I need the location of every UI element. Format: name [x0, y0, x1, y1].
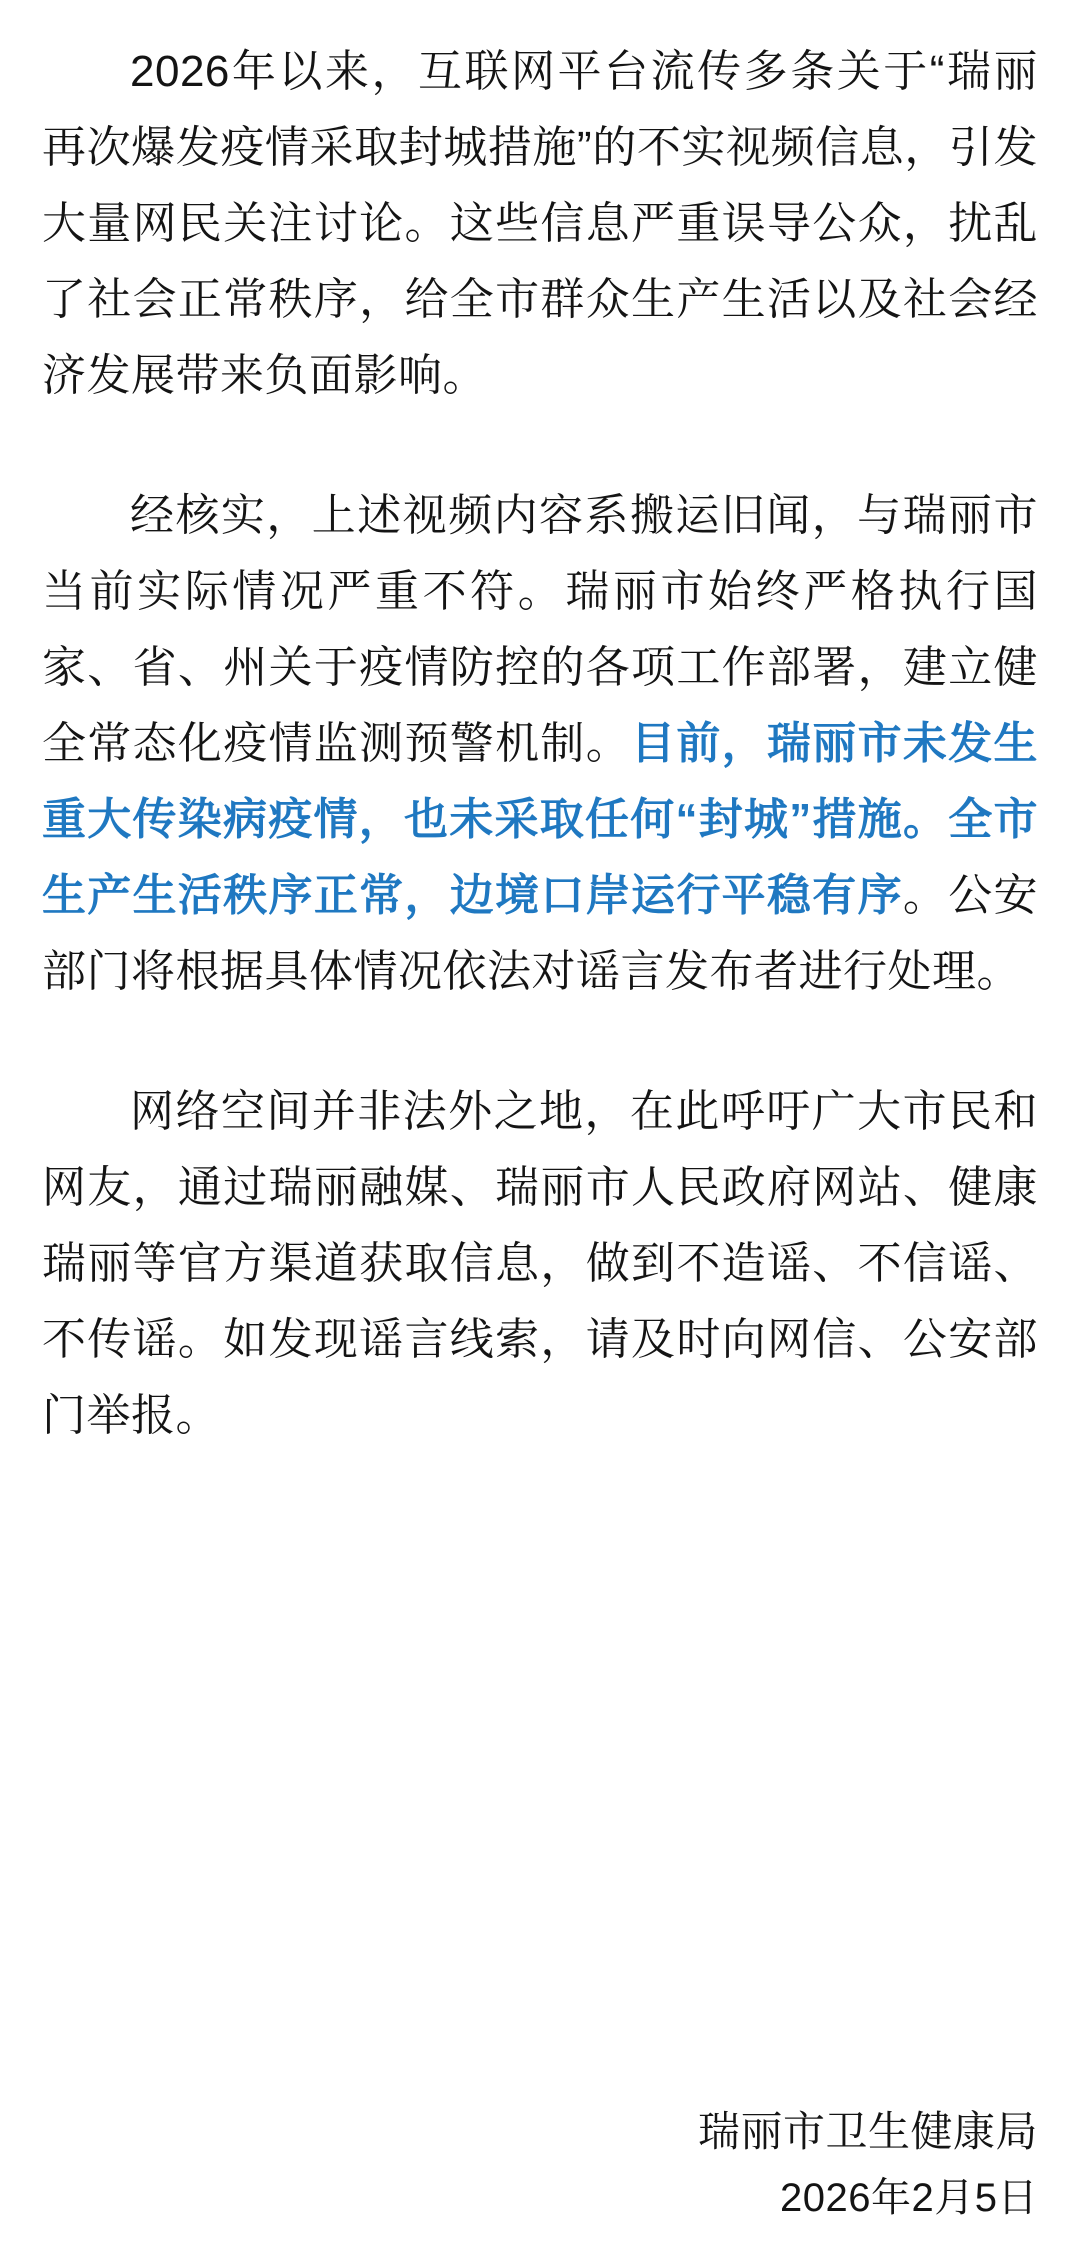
announcement-body: [42, 34, 1038, 2029]
paragraph-2-run-1: 经核实，上述视频内容系搬运旧闻，与瑞丽市当前实际情况严重不符。瑞丽市始终严格执行国家、省、州关于疫情防控的各项工作部署，建立健全常态化疫情监测预警机制。: [42, 491, 1038, 768]
paragraph-3: [42, 1074, 1038, 1454]
signature-date: 2026年2月5日: [780, 2176, 1038, 2220]
signature-block: [42, 2099, 1038, 2231]
paragraph-1: [42, 34, 1038, 414]
paragraph-2: [42, 478, 1038, 1010]
paragraph-3-run-1: 网络空间并非法外之地，在此呼吁广大市民和网友，通过瑞丽融媒、瑞丽市人民政府网站、健康瑞丽等官方渠道获取信息，做到不造谣、不信谣、不传谣。如发现谣言线索，请及时向网信、公安部门举报。: [42, 1087, 1038, 1440]
paragraph-2-highlighted-run: 目前，瑞丽市未发生重大传染病疫情，也未采取任何“封城”措施。全市生产生活秩序正常，边境口岸运行平稳有序: [42, 719, 1039, 920]
paragraph-2-run-3: 。公安部门将根据具体情况依法对谣言发布者进行处理。: [42, 871, 1039, 996]
signature-issuer: 瑞丽市卫生健康局: [697, 2108, 1038, 2155]
paragraph-1-run-1: 2026年以来，互联网平台流传多条关于“瑞丽再次爆发疫情采取封城措施”的不实视频信息，引发大量网民关注讨论。这些信息严重误导公众，扰乱了社会正常秩序，给全市群众生产生活以及社会经济发展带来负面影响。: [42, 47, 1038, 400]
